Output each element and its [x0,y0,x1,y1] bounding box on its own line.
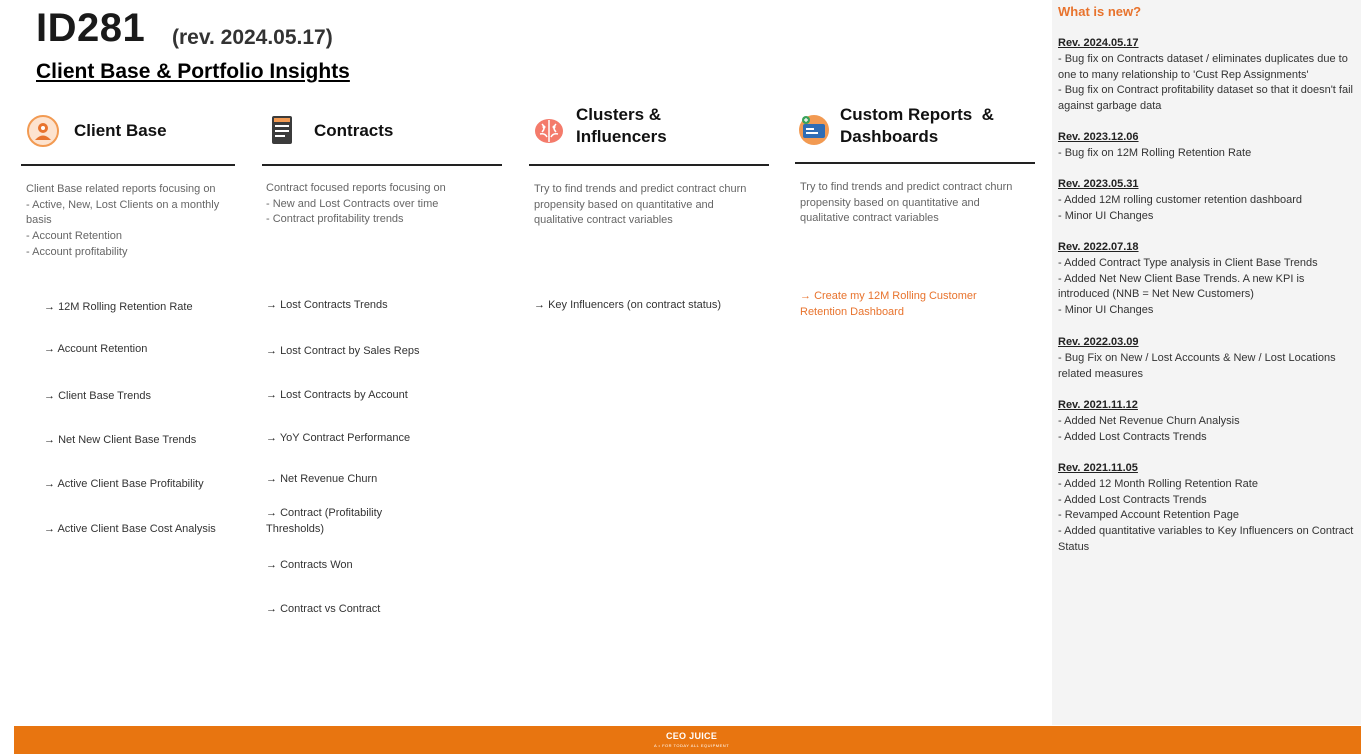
column-title: Client Base [74,121,167,140]
revision-item: - Revamped Account Retention Page [1058,509,1240,522]
revision-block [1058,177,1354,224]
column-description: Client Base related reports focusing on - Active, New, Lost Clients on a monthly basis - Account Retention - Account profitability [26,183,220,258]
link-label: Create my 12M Rolling Customer Retention Dashboard [800,290,977,318]
arrow-icon: → [266,299,277,311]
arrow-icon: → [534,299,545,311]
report-revision: (rev. 2024.05.17) [172,26,333,49]
column-description: Contract focused reports focusing on - New and Lost Contracts over time - Contract profitability trends [266,182,446,226]
revision-item: - Added 12 Month Rolling Retention Rate [1058,477,1258,490]
column-title-line-1: Clusters & [576,105,662,124]
link-contract-profitability-thresholds[interactable] [266,505,406,537]
link-lost-contracts-by-account[interactable] [266,387,408,403]
link-label: YoY Contract Performance [279,432,411,444]
link-active-client-base-profitability[interactable] [44,476,204,492]
page-title: Client Base & Portfolio Insights [36,60,350,83]
revision-date: Rev. 2022.07.18 [1058,241,1139,253]
contracts-icon [266,113,300,147]
column-description: Try to find trends and predict contract churn propensity based on quantitative and qualitative contract variables [800,181,1013,225]
column-description: Try to find trends and predict contract churn propensity based on quantitative and qualitative contract variables [534,183,747,227]
revision-date: Rev. 2021.11.05 [1058,462,1138,474]
revision-date: Rev. 2023.12.06 [1058,131,1139,143]
link-label: Key Influencers (on contract status) [548,299,722,311]
revision-date: Rev. 2023.05.31 [1058,178,1139,190]
revision-item: - Minor UI Changes [1058,304,1154,317]
arrow-icon: → [266,603,277,615]
link-12m-rolling-retention-rate[interactable] [44,299,193,315]
link-key-influencers[interactable] [534,297,721,313]
link-label: Contract vs Contract [280,603,381,615]
arrow-icon: → [44,523,55,535]
column-title-line-2: Dashboards [840,127,939,146]
revision-block [1058,130,1354,162]
column-title: Contracts [314,121,394,140]
link-net-revenue-churn[interactable] [266,471,377,487]
link-label: Contracts Won [280,559,353,571]
link-label: Account Retention [57,343,148,355]
link-contracts-won[interactable] [266,557,353,573]
arrow-icon: → [800,290,811,302]
revision-item: - Added Contract Type analysis in Client Base Trends [1058,256,1318,269]
revision-block [1058,398,1354,445]
link-yoy-contract-performance[interactable] [266,430,410,446]
link-label: Active Client Base Profitability [57,478,204,490]
revision-item: - Bug Fix on New / Lost Accounts & New / Lost Locations related measures [1058,351,1336,380]
revision-item: - Added Net New Client Base Trends. A new KPI is introduced (NNB = Net New Customers) [1058,272,1305,301]
footer-tagline: A • FOR TODAY ALL EQUIPMENT [654,743,730,748]
revision-item: - Added 12M rolling customer retention dashboard [1058,193,1302,206]
revision-block [1058,335,1354,382]
revision-item: - Added Lost Contracts Trends [1058,430,1207,443]
link-label: Net New Client Base Trends [58,434,197,446]
whats-new-heading: What is new? [1058,4,1142,19]
column-title-line-1: Custom Reports & [840,105,994,124]
arrow-icon: → [266,345,277,357]
link-create-retention-dashboard[interactable] [800,288,1000,320]
arrow-icon: → [266,432,277,444]
arrow-icon: → [44,343,55,355]
column-divider [529,164,769,166]
revision-block [1058,240,1354,319]
link-label: Lost Contract by Sales Reps [280,345,420,357]
link-label: Lost Contracts by Account [280,389,408,401]
link-label: 12M Rolling Retention Rate [58,301,193,313]
arrow-icon: → [266,559,277,571]
arrow-icon: → [266,473,277,485]
revision-date: Rev. 2022.03.09 [1058,336,1139,348]
revision-date: Rev. 2021.11.12 [1058,399,1138,411]
revision-item: - Minor UI Changes [1058,209,1154,222]
dashboard-icon [797,113,831,147]
arrow-icon: → [44,301,55,313]
column-divider [795,162,1035,164]
link-label: Client Base Trends [58,390,151,402]
link-lost-contract-by-sales-reps[interactable] [266,343,419,359]
arrow-icon: → [44,434,55,446]
link-active-client-base-cost-analysis[interactable] [44,521,216,537]
link-label: Lost Contracts Trends [280,299,388,311]
column-divider [262,164,502,166]
link-net-new-client-base-trends[interactable] [44,432,196,448]
revision-item: - Bug fix on Contracts dataset / eliminates duplicates due to one to many relationship to 'Cust Rep Assignments' [1058,52,1348,81]
arrow-icon: → [44,390,55,402]
revision-item: - Bug fix on 12M Rolling Retention Rate [1058,146,1252,159]
link-label: Contract (Profitability Thresholds) [266,507,383,535]
link-account-retention[interactable] [44,341,147,357]
column-divider [21,164,235,166]
revision-date: Rev. 2024.05.17 [1058,37,1139,49]
arrow-icon: → [266,389,277,401]
revision-item: - Added Lost Contracts Trends [1058,493,1207,506]
revision-item: - Bug fix on Contract profitability dataset so that it doesn't fail against garbage data [1058,84,1353,113]
client-base-icon [26,114,60,148]
footer-logo [654,732,729,750]
arrow-icon: → [44,478,55,490]
revision-block [1058,461,1354,556]
link-lost-contracts-trends[interactable] [266,297,388,313]
link-contract-vs-contract[interactable] [266,601,380,617]
link-label: Net Revenue Churn [280,473,378,485]
link-client-base-trends[interactable] [44,388,151,404]
report-id: ID281 [36,6,146,50]
link-label: Active Client Base Cost Analysis [57,523,216,535]
brain-icon [532,114,566,148]
footer-logo-text: CEO JUICE [665,731,718,741]
revision-item: - Added quantitative variables to Key Influencers on Contract Status [1058,525,1354,553]
revision-item: - Added Net Revenue Churn Analysis [1058,414,1240,427]
revision-block [1058,36,1354,115]
column-title-line-2: Influencers [576,127,667,146]
arrow-icon: → [266,507,277,519]
